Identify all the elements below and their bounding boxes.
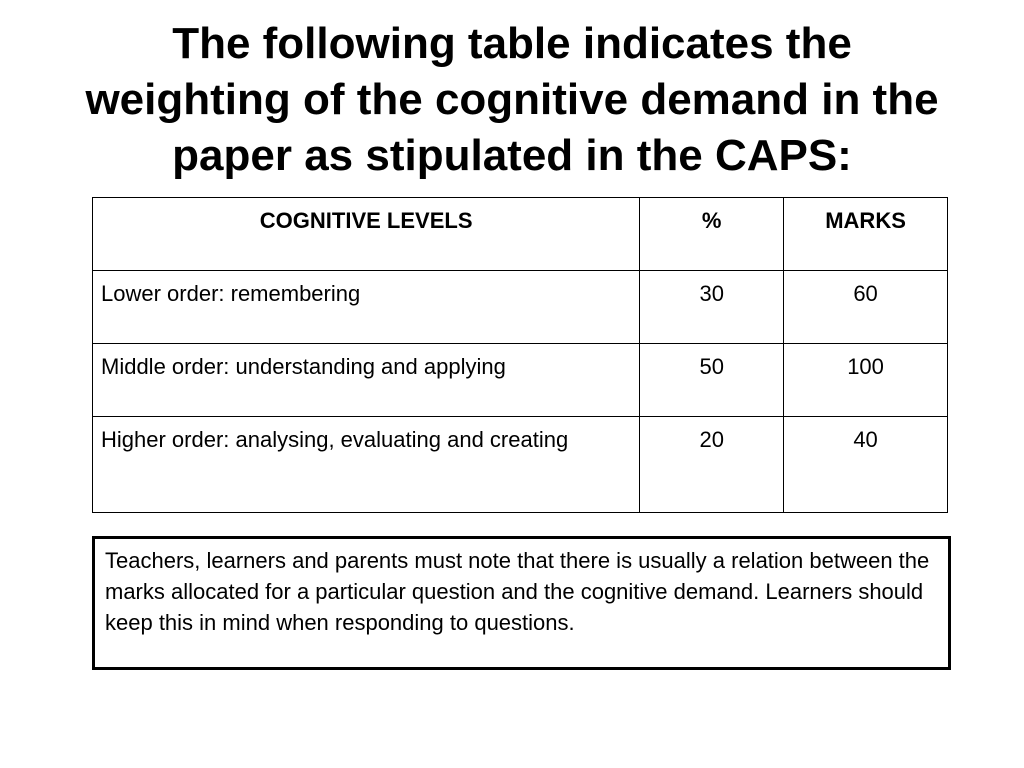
cognitive-levels-table (92, 197, 948, 513)
cognitive-level-cell: Lower order: remembering (93, 271, 640, 344)
page-title: The following table indicates the weighting of the cognitive demand in the paper as stipulated in the CAPS: (85, 19, 939, 180)
table-row (93, 271, 948, 344)
table-header-row (93, 198, 948, 271)
note-box: Teachers, learners and parents must note that there is usually a relation between the marks allocated for a particular question and the cognitive demand. Learners should keep this in mind when responding to questions. (92, 536, 951, 670)
marks-cell: 60 (784, 271, 948, 344)
table-row (93, 417, 948, 513)
column-header-cognitive-levels: COGNITIVE LEVELS (93, 198, 640, 271)
percent-cell: 30 (640, 271, 784, 344)
marks-cell: 40 (784, 417, 948, 513)
marks-cell: 100 (784, 344, 948, 417)
column-header-marks: MARKS (784, 198, 948, 271)
percent-cell: 20 (640, 417, 784, 513)
column-header-percent: % (640, 198, 784, 271)
table-row (93, 344, 948, 417)
cognitive-level-cell: Middle order: understanding and applying (93, 344, 640, 417)
percent-cell: 50 (640, 344, 784, 417)
cognitive-level-cell: Higher order: analysing, evaluating and creating (93, 417, 640, 513)
